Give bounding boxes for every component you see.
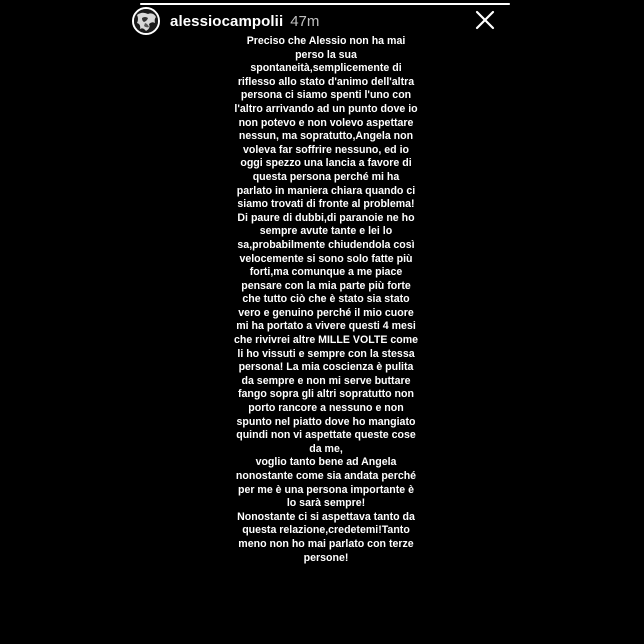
avatar-icon[interactable] <box>132 7 160 35</box>
story-header <box>132 4 319 38</box>
story-text: Preciso che Alessio non ha mai perso la sua spontaneità,semplicemente di riflesso allo stato d'animo dell'altra persona ci siamo spenti l'uno con l'altro arrivando ad un punto dove io non potevo e non volevo aspettare nessun, ma sopratutto,Angela non voleva far soffrire nessuno, ed io oggi spezzo una lancia a favore di questa persona perché mi ha parlato in maniera chiara quando ci siamo trovati di fronte al problema! Di paure di dubbi,di paranoie ne ho sempre avute tante e lei lo sa,probabilmente chiudendola così velocemente si sono solo fatte più forti,ma comunque a me piace pensare con la mia parte più forte che tutto ciò che è stato sia stato vero e genuino perché il mio cuore mi ha portato a vivere questi 4 mesi che rivivrei altre MILLE VOLTE come li ho vissuti e sempre con la stessa persona! La mia coscienza è pulita da sempre e non mi serve buttare fango sopra gli altri sopratutto non porto rancore a nessuno e non spunto nel piatto dove ho mangiato quindi non vi aspettate queste cose da me, voglio tanto bene ad Angela nonostante come sia andata perché per me è una persona importante è lo sarà sempre! Nonostante ci si aspettava tanto da questa relazione,credetemi!Tanto meno non ho mai parlato con terze persone! <box>233 35 419 564</box>
story-timestamp: 47m <box>290 12 320 30</box>
story-username[interactable]: alessiocampolii <box>170 12 284 30</box>
close-icon[interactable] <box>471 6 499 34</box>
